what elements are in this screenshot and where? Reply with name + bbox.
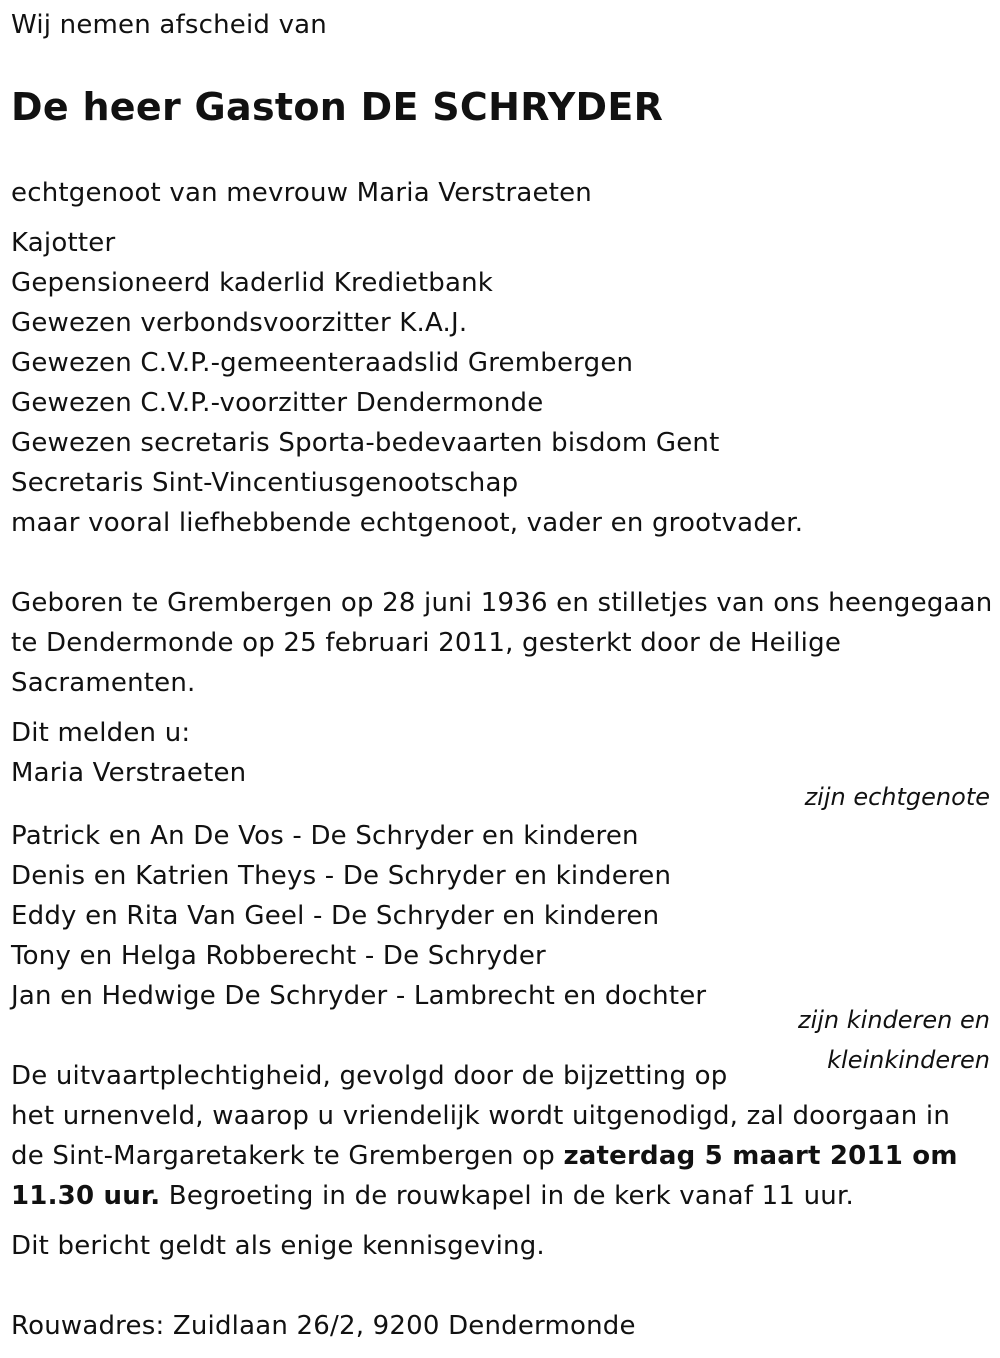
funeral-line: De uitvaartplechtigheid, gevolgd door de bijzetting op xyxy=(11,1061,728,1091)
church-text: de Sint-Margaretakerk te Grembergen op xyxy=(11,1141,564,1171)
child-family: Jan en Hedwige De Schryder - Lambrecht en dochter xyxy=(11,981,707,1011)
notice-text: Dit bericht geldt als enige kennisgeving. xyxy=(11,1231,545,1261)
role-item: Gewezen C.V.P.-gemeenteraadslid Grembergen xyxy=(11,348,634,378)
funeral-date: zaterdag 5 maart 2011 om xyxy=(563,1141,958,1171)
role-item: Kajotter xyxy=(11,228,116,258)
funeral-line xyxy=(11,1136,958,1176)
spouse-name: Maria Verstraeten xyxy=(11,758,247,788)
child-family: Patrick en An De Vos - De Schryder en kinderen xyxy=(11,821,639,851)
role-item: Gewezen secretaris Sporta-bedevaarten bisdom Gent xyxy=(11,428,720,458)
spouse-line: echtgenoot van mevrouw Maria Verstraeten xyxy=(11,178,592,208)
mourning-address: Rouwadres: Zuidlaan 26/2, 9200 Dendermonde xyxy=(11,1311,636,1341)
role-item: Gewezen verbondsvoorzitter K.A.J. xyxy=(11,308,468,338)
funeral-line xyxy=(11,1176,854,1216)
children-relation: zijn kinderen en xyxy=(798,1006,990,1034)
spouse-relation: zijn echtgenote xyxy=(804,783,990,811)
children-relation: kleinkinderen xyxy=(827,1046,990,1074)
intro-text: Wij nemen afscheid van xyxy=(11,10,327,40)
deceased-name: De heer Gaston DE SCHRYDER xyxy=(11,85,664,129)
child-family: Denis en Katrien Theys - De Schryder en kinderen xyxy=(11,861,672,891)
greeting-text: Begroeting in de rouwkapel in de kerk vanaf 11 uur. xyxy=(160,1181,854,1211)
role-item: Secretaris Sint-Vincentiusgenootschap xyxy=(11,468,519,498)
child-family: Eddy en Rita Van Geel - De Schryder en kinderen xyxy=(11,901,660,931)
role-item: Gewezen C.V.P.-voorzitter Dendermonde xyxy=(11,388,544,418)
birth-death-line: Geboren te Grembergen op 28 juni 1936 en stilletjes van ons heengegaan xyxy=(11,588,993,618)
announcers-intro: Dit melden u: xyxy=(11,718,191,748)
birth-death-line: Sacramenten. xyxy=(11,668,196,698)
role-item: Gepensioneerd kaderlid Kredietbank xyxy=(11,268,494,298)
child-family: Tony en Helga Robberecht - De Schryder xyxy=(11,941,546,971)
birth-death-line: te Dendermonde op 25 februari 2011, gesterkt door de Heilige xyxy=(11,628,842,658)
role-item: maar vooral liefhebbende echtgenoot, vader en grootvader. xyxy=(11,508,804,538)
funeral-line: het urnenveld, waarop u vriendelijk wordt uitgenodigd, zal doorgaan in xyxy=(11,1101,951,1131)
funeral-time: 11.30 uur. xyxy=(11,1181,161,1211)
